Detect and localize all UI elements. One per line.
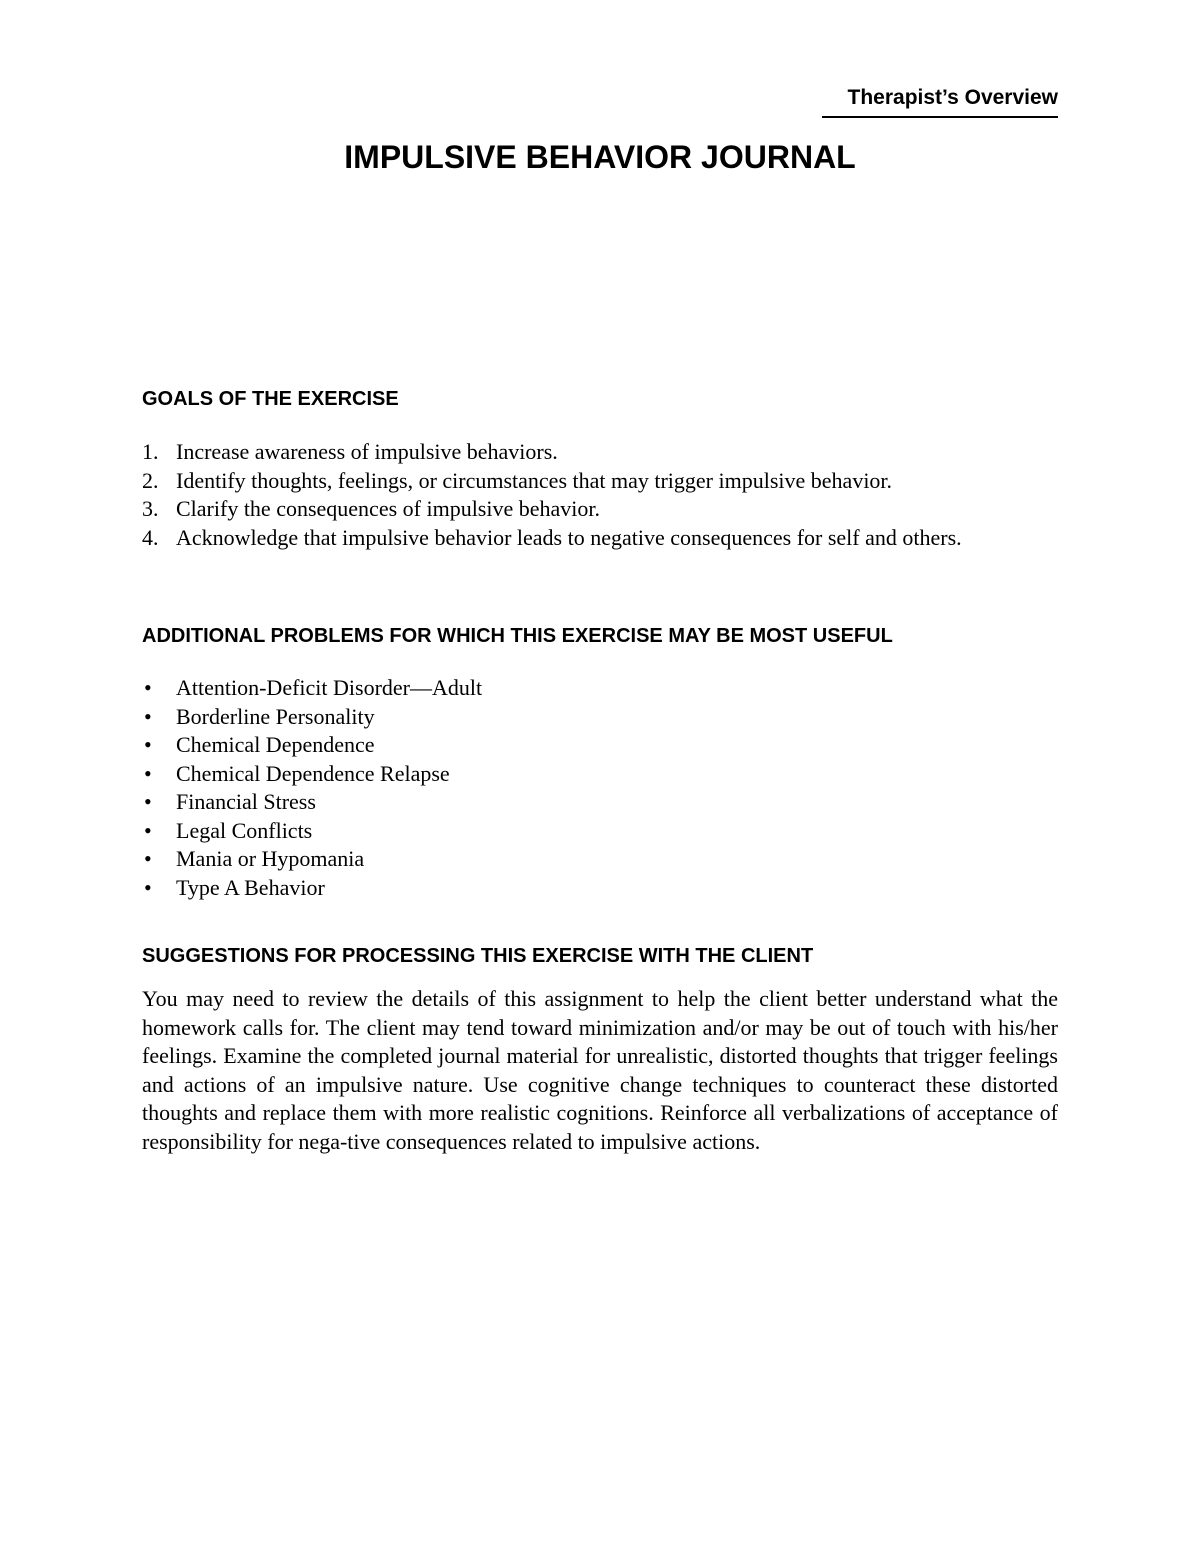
running-head: Therapist’s Overview: [822, 84, 1058, 118]
goal-item: [142, 438, 1058, 467]
bullet-icon: •: [144, 760, 152, 786]
bullet-icon: •: [144, 675, 152, 700]
problem-item: [142, 703, 1058, 732]
problem-item: [142, 788, 1058, 817]
problem-item: [142, 731, 1058, 760]
bullet-icon: •: [144, 817, 152, 843]
problem-item: [142, 874, 1058, 903]
problems-list: [142, 674, 1058, 902]
goal-text: Clarify the consequences of impulsive behavior.: [176, 496, 600, 521]
problem-text: Financial Stress: [176, 789, 316, 814]
goal-item: [142, 467, 1058, 496]
problem-item: [142, 845, 1058, 874]
goal-text: Increase awareness of impulsive behaviors.: [176, 439, 558, 464]
goal-number: 1.: [142, 439, 159, 464]
goal-number: 4.: [142, 524, 159, 550]
bullet-icon: •: [144, 732, 152, 757]
bullet-icon: •: [144, 703, 152, 729]
problem-item: [142, 760, 1058, 789]
bullet-icon: •: [144, 789, 152, 814]
problem-text: Mania or Hypomania: [176, 846, 365, 871]
goal-text: Identify thoughts, feelings, or circumstances that may trigger impulsive behavior.: [176, 467, 893, 493]
problem-item: [142, 674, 1058, 703]
goals-heading: GOALS OF THE EXERCISE: [142, 388, 399, 410]
problem-text: Borderline Personality: [176, 703, 375, 729]
problem-item: [142, 817, 1058, 846]
page-title: IMPULSIVE BEHAVIOR JOURNAL: [344, 139, 856, 175]
suggestions-body: You may need to review the details of this assignment to help the client better understand what the homework calls for. The client may tend toward minimization and/or may be out of touch with his/her feelings. Examine the completed journal material for unrealistic, distorted thoughts that trigger feelings and actions of an impulsive nature. Use cognitive change techniques to counteract these distorted thoughts and replace them with more realistic cognitions. Reinforce all verbalizations of acceptance of responsibility for nega-tive consequences related to impulsive actions.: [142, 986, 1058, 1154]
goal-item: [142, 524, 1058, 553]
problem-text: Attention-Deficit Disorder—Adult: [176, 675, 483, 700]
goal-item: [142, 495, 1058, 524]
goal-number: 2.: [142, 467, 159, 493]
bullet-icon: •: [144, 874, 152, 900]
bullet-icon: •: [144, 846, 152, 871]
suggestions-heading: SUGGESTIONS FOR PROCESSING THIS EXERCISE WITH THE CLIENT: [142, 945, 814, 967]
problem-text: Chemical Dependence: [176, 732, 375, 757]
problem-text: Legal Conflicts: [176, 817, 313, 843]
goals-list: [142, 438, 1058, 552]
problem-text: Chemical Dependence Relapse: [176, 760, 450, 786]
goal-text: Acknowledge that impulsive behavior leads to negative consequences for self and others.: [176, 524, 962, 550]
problem-text: Type A Behavior: [176, 874, 325, 900]
goal-number: 3.: [142, 496, 159, 521]
problems-heading: ADDITIONAL PROBLEMS FOR WHICH THIS EXERCISE MAY BE MOST USEFUL: [142, 625, 893, 647]
